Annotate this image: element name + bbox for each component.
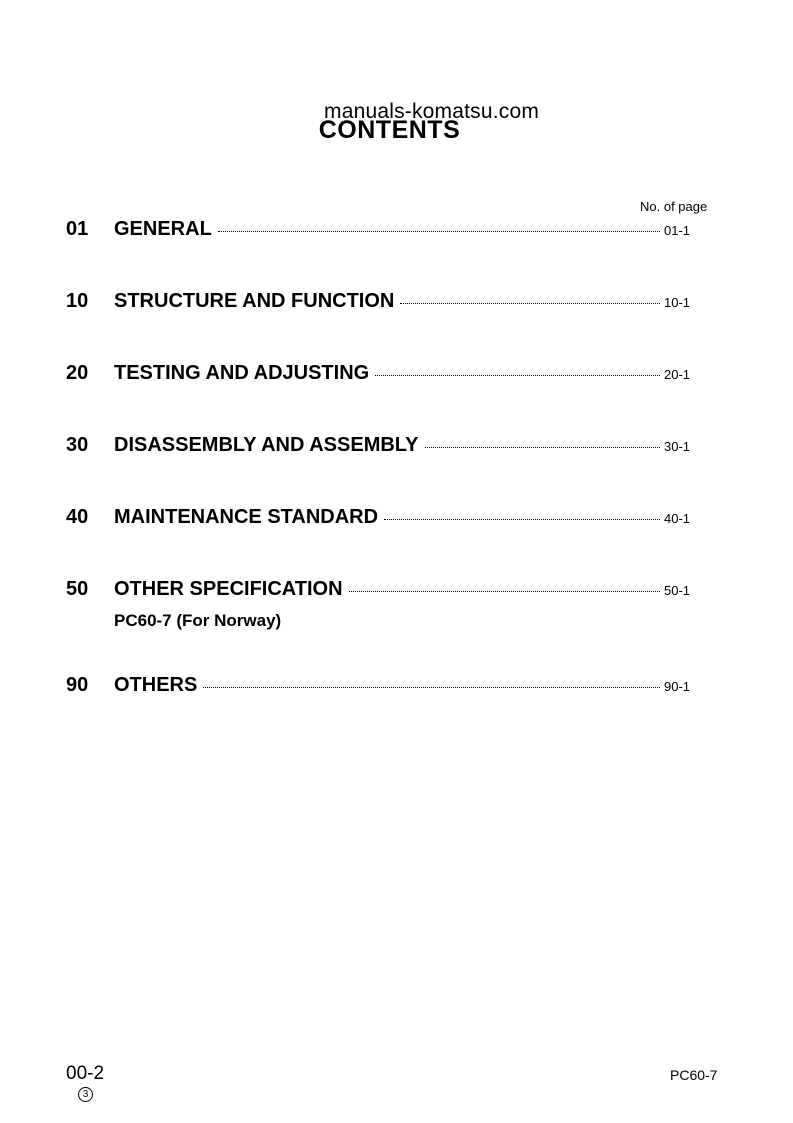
revision-mark: 3 [78, 1087, 93, 1102]
toc-number: 90 [66, 674, 89, 696]
toc-title: OTHERS [114, 674, 198, 696]
toc-title: MAINTENANCE STANDARD [114, 506, 379, 528]
toc-title: TESTING AND ADJUSTING [114, 362, 370, 384]
toc-page: 40-1 [664, 511, 691, 526]
toc-row[interactable] [66, 578, 694, 606]
dot-leader [425, 447, 660, 448]
toc-number: 30 [66, 434, 89, 456]
toc-row[interactable] [66, 290, 694, 318]
toc-page: 30-1 [664, 439, 691, 454]
toc-number: 50 [66, 578, 89, 600]
dot-leader [384, 519, 660, 520]
toc-number: 10 [66, 290, 89, 312]
toc-page: 20-1 [664, 367, 691, 382]
toc-title: DISASSEMBLY AND ASSEMBLY [114, 434, 419, 456]
footer-model: PC60-7 [670, 1067, 718, 1083]
toc-page: 90-1 [664, 679, 691, 694]
toc-page: 10-1 [664, 295, 691, 310]
watermark-text: manuals-komatsu.com [324, 100, 540, 123]
toc-row[interactable] [66, 218, 694, 246]
footer-page-number: 00-2 [66, 1063, 105, 1084]
toc-row[interactable] [66, 434, 694, 462]
toc-row[interactable] [66, 506, 694, 534]
toc-number: 01 [66, 218, 89, 240]
dot-leader [400, 303, 660, 304]
toc-page: 01-1 [664, 223, 691, 238]
toc-number: 40 [66, 506, 89, 528]
toc-number: 20 [66, 362, 89, 384]
page-title [0, 116, 793, 145]
dot-leader [218, 231, 660, 232]
toc-page: 50-1 [664, 583, 691, 598]
toc-title: GENERAL [114, 218, 212, 240]
toc-row[interactable] [66, 674, 694, 702]
dot-leader [349, 591, 660, 592]
toc-title: OTHER SPECIFICATION [114, 578, 343, 600]
page-title-text: CONTENTS [318, 116, 461, 144]
column-header: No. of page [640, 199, 708, 214]
dot-leader [375, 375, 660, 376]
toc-subtitle: PC60-7 (For Norway) [114, 611, 282, 630]
dot-leader [203, 687, 660, 688]
toc-row[interactable] [66, 362, 694, 390]
toc-title: STRUCTURE AND FUNCTION [114, 290, 395, 312]
